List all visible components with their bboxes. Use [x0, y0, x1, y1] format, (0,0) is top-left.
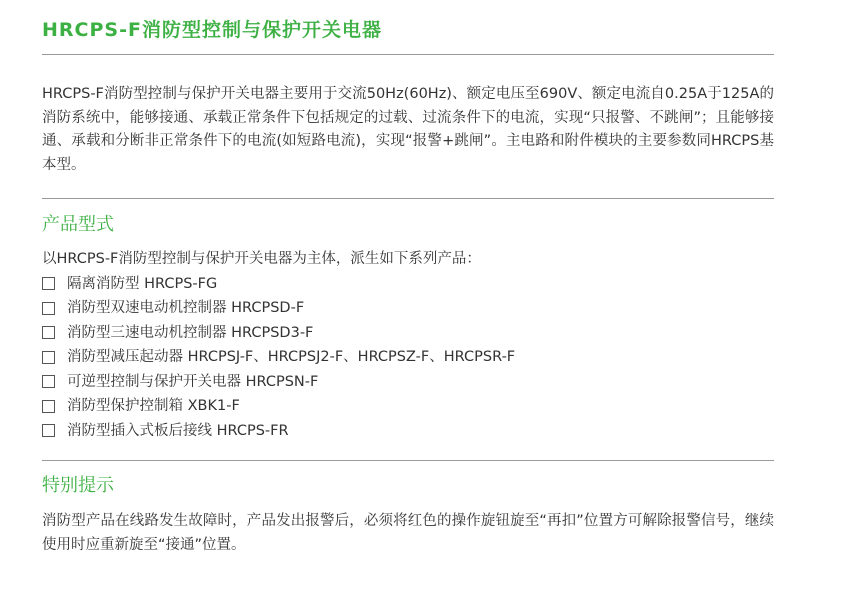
product-item-label: 隔离消防型 HRCPS-FG [67, 275, 218, 292]
product-item-label: 消防型减压起动器 HRCPSJ-F、HRCPSJ2-F、HRCPSZ-F、HRCPSR-F [67, 349, 516, 365]
document-page [42, 0, 774, 557]
intro-paragraph: HRCPS-F消防型控制与保护开关电器主要用于交流50Hz(60Hz)、额定电压至690V、额定电流自0.25A于125A的消防系统中，能够接通、承载正常条件下包括规定的过载、过流条件下的电流，实现“只报警、不跳闸”；且能够接通、承载和分断非正常条件下的电流(如短路电流)，实现“报警+跳闸”。主电路和附件模块的主要参数同HRCPS基本型。 [42, 86, 774, 173]
product-item-label: 消防型三速电动机控制器 HRCPSD3-F [67, 324, 314, 341]
list-item [42, 296, 774, 321]
divider-top [42, 54, 774, 55]
list-item [42, 272, 774, 297]
notice-paragraph: 消防型产品在线路发生故障时，产品发出报警后，必须将红色的操作旋钮旋至“再扣”位置方可解除报警信号，继续使用时应重新旋至“接通”位置。 [42, 513, 774, 553]
checkbox-icon [42, 326, 55, 339]
product-item-label: 消防型保护控制箱 XBK1-F [67, 398, 240, 414]
notice-section-heading: 特别提示 [42, 475, 114, 496]
divider-products [42, 198, 774, 199]
checkbox-icon [42, 375, 55, 388]
page-title: HRCPS-F消防型控制与保护开关电器 [42, 19, 382, 41]
product-item-label: 消防型双速电动机控制器 HRCPSD-F [67, 300, 305, 316]
checkbox-icon [42, 277, 55, 290]
checkbox-icon [42, 424, 55, 437]
list-item [42, 370, 774, 395]
product-section-heading: 产品型式 [42, 214, 114, 235]
list-item [42, 419, 774, 444]
checkbox-icon [42, 302, 55, 315]
product-list [42, 272, 774, 444]
product-item-label: 可逆型控制与保护开关电器 HRCPSN-F [67, 373, 319, 390]
product-item-label: 消防型插入式板后接线 HRCPS-FR [67, 422, 289, 439]
checkbox-icon [42, 400, 55, 413]
list-item [42, 321, 774, 346]
product-lead-text: 以HRCPS-F消防型控制与保护开关电器为主体，派生如下系列产品： [42, 251, 481, 267]
list-item [42, 345, 774, 370]
list-item [42, 394, 774, 419]
checkbox-icon [42, 351, 55, 364]
divider-notice [42, 460, 774, 461]
